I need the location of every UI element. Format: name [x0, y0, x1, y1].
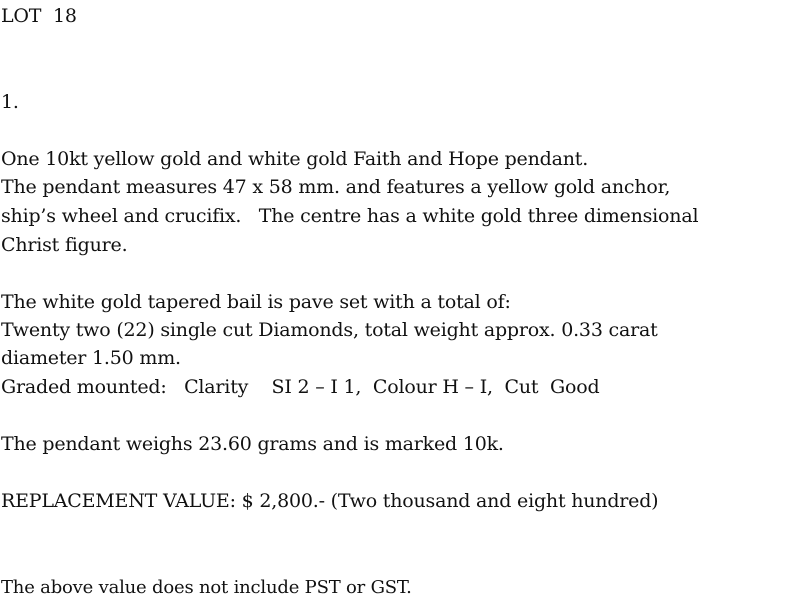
description-line: One 10kt yellow gold and white gold Faith and Hope pendant.: [1, 148, 589, 170]
replacement-value: REPLACEMENT VALUE: $ 2,800.- (Two thousand and eight hundred): [1, 490, 659, 512]
description-line: Christ figure.: [1, 234, 128, 256]
description-line: The pendant measures 47 x 58 mm. and features a yellow gold anchor,: [1, 176, 671, 198]
tax-note: The above value does not include PST or GST.: [1, 577, 412, 598]
bail-line: Twenty two (22) single cut Diamonds, total weight approx. 0.33 carat: [1, 319, 658, 341]
bail-line: The white gold tapered bail is pave set with a total of:: [1, 291, 511, 313]
item-number: 1.: [1, 91, 19, 113]
grading-line: Graded mounted: Clarity SI 2 – I 1, Colour H – I, Cut Good: [1, 376, 600, 398]
weight-line: The pendant weighs 23.60 grams and is marked 10k.: [1, 433, 504, 455]
lot-number: LOT 18: [1, 5, 77, 27]
bail-line: diameter 1.50 mm.: [1, 347, 181, 369]
description-line: ship’s wheel and crucifix. The centre has a white gold three dimensional: [1, 205, 699, 227]
